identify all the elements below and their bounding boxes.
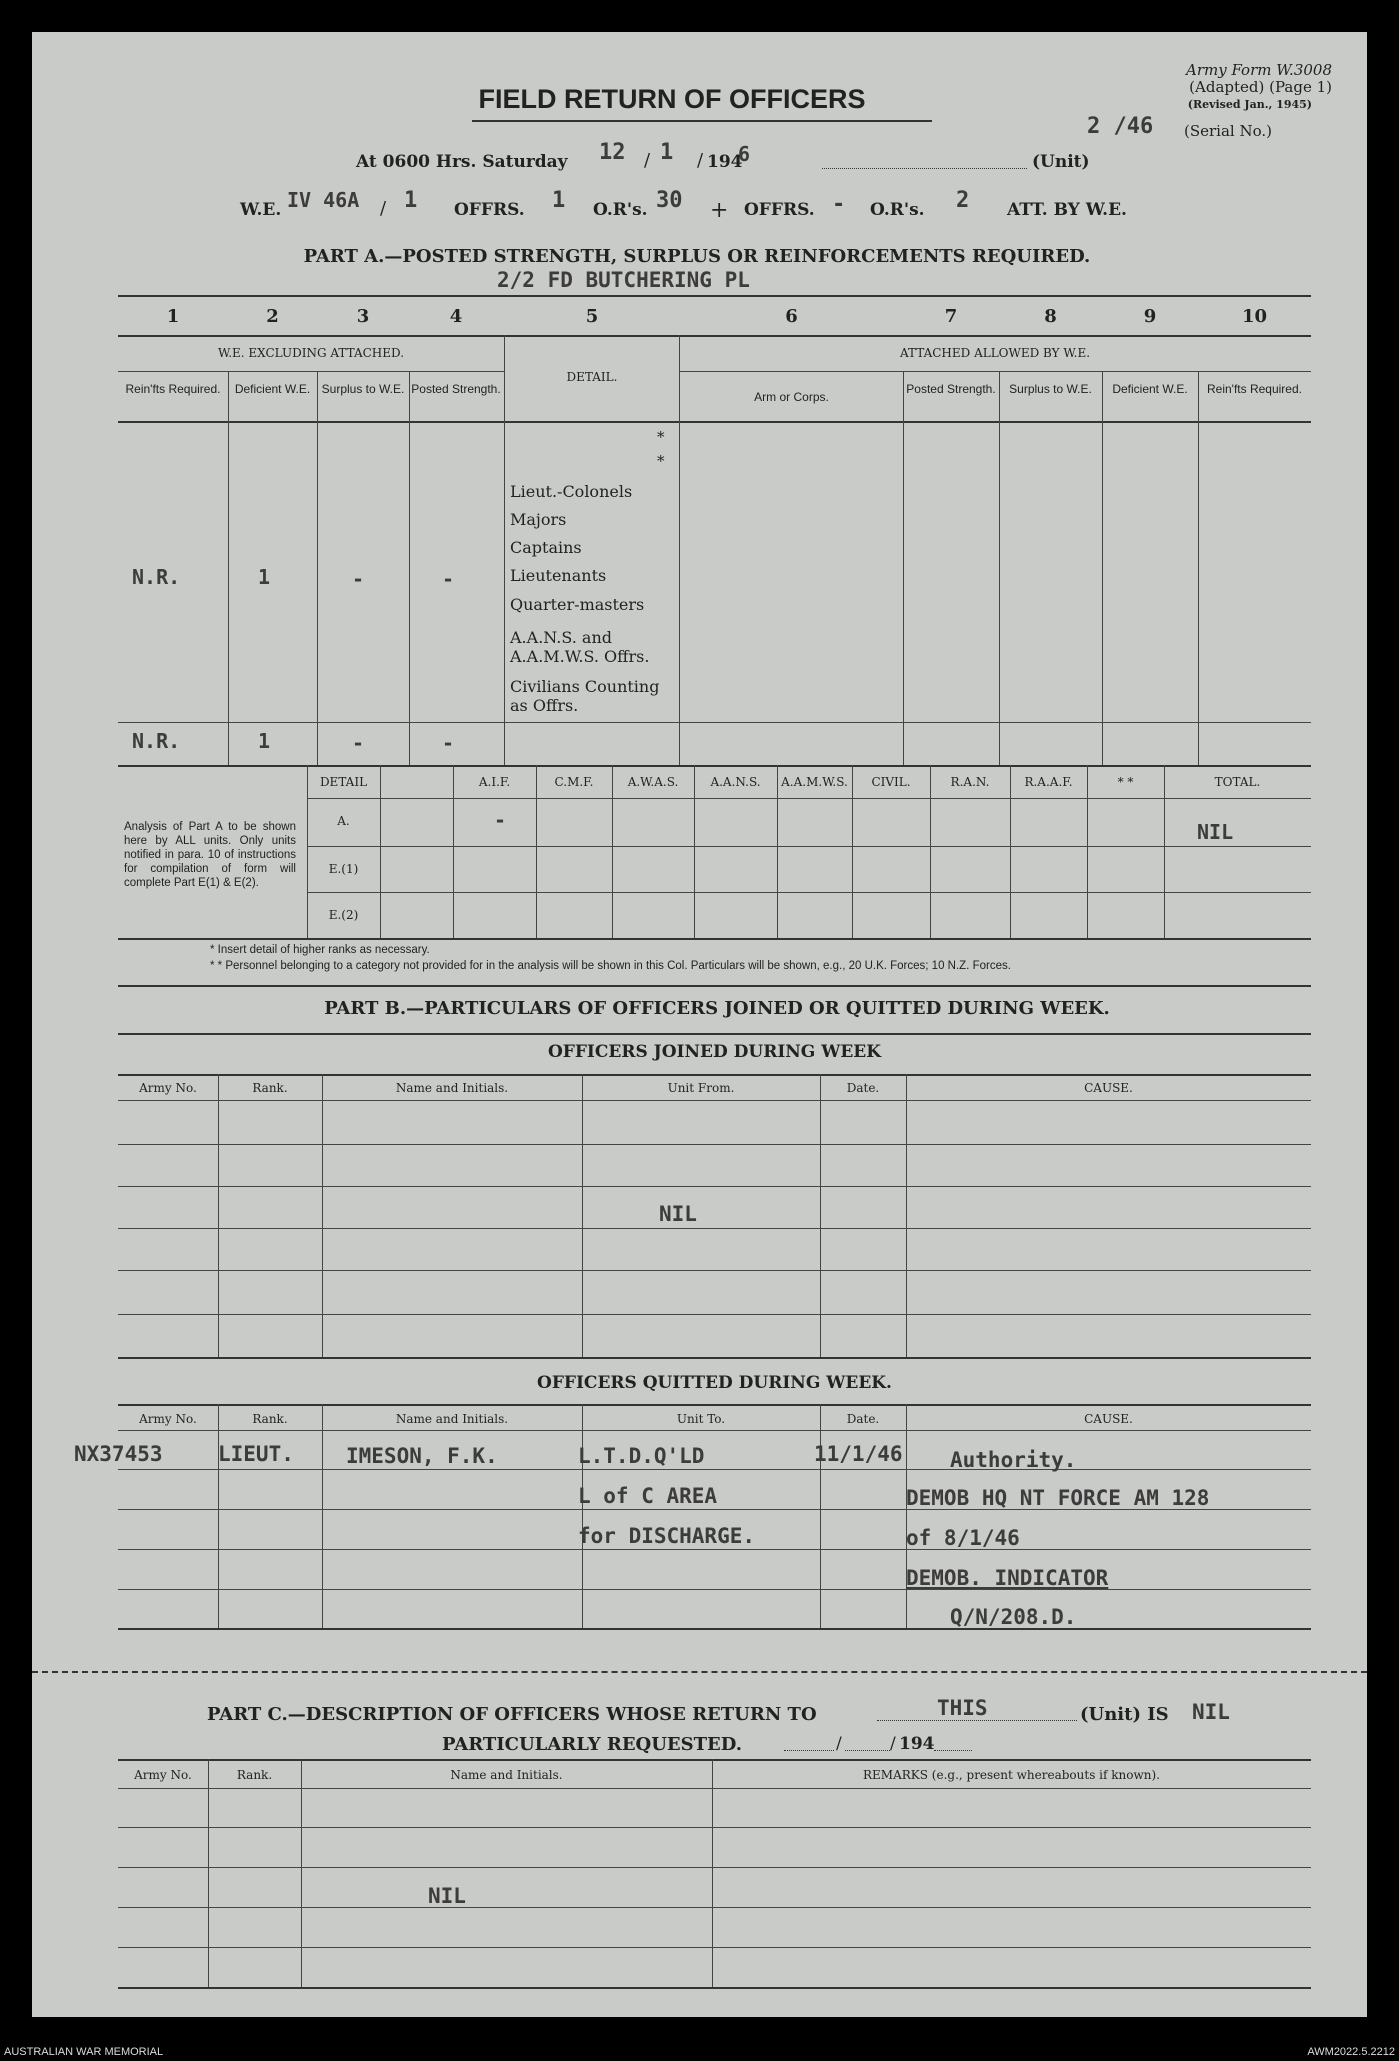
quitted-header: Name and Initials. bbox=[395, 1412, 509, 1426]
joined-nil: NIL bbox=[659, 1202, 697, 1226]
total-posted: - bbox=[442, 731, 455, 755]
footer-right: AWM2022.5.2212 bbox=[1307, 2046, 1395, 2058]
part-c-title-b: (Unit) IS bbox=[1080, 1704, 1169, 1725]
rule bbox=[118, 1867, 1311, 1868]
rule bbox=[118, 1827, 1311, 1828]
rule bbox=[118, 1987, 1311, 1989]
col-num: 9 bbox=[1143, 306, 1157, 327]
col-divider bbox=[903, 371, 904, 765]
ors-label: O.R's. bbox=[593, 200, 648, 220]
rank-item: Captains bbox=[510, 538, 582, 557]
title-underline bbox=[472, 120, 932, 122]
quitted-title: OFFICERS QUITTED DURING WEEK. bbox=[537, 1373, 892, 1393]
col-divider bbox=[504, 335, 505, 765]
col-divider bbox=[228, 371, 229, 765]
analysis-header: C.M.F. bbox=[554, 775, 594, 789]
analysis-header: DETAIL bbox=[319, 775, 368, 789]
col-divider bbox=[694, 765, 695, 938]
deficient-value: 1 bbox=[258, 565, 271, 589]
rank-item: Civilians Counting as Offrs. bbox=[510, 677, 660, 715]
col-divider bbox=[820, 1404, 821, 1628]
group-left-header: W.E. EXCLUDING ATTACHED. bbox=[217, 346, 405, 360]
part-c-is-value: NIL bbox=[1192, 1700, 1230, 1724]
col-num: 8 bbox=[1044, 306, 1057, 327]
rule bbox=[118, 938, 1311, 940]
col-num: 1 bbox=[166, 306, 180, 327]
rule bbox=[118, 295, 1311, 297]
col-num: 4 bbox=[449, 306, 463, 327]
rank-asterisk: * bbox=[657, 452, 665, 470]
rule bbox=[118, 1430, 1311, 1431]
rule bbox=[307, 846, 1311, 847]
rule bbox=[118, 1628, 1311, 1630]
part-c-header: Rank. bbox=[236, 1768, 273, 1782]
joined-header: Rank. bbox=[252, 1081, 288, 1095]
joined-header: CAUSE. bbox=[1084, 1081, 1133, 1095]
col-divider bbox=[852, 765, 853, 938]
col-num: 7 bbox=[944, 306, 958, 327]
rule bbox=[307, 798, 1311, 799]
quitted-cause: Authority. bbox=[950, 1448, 1077, 1472]
analysis-a-total: NIL bbox=[1197, 820, 1234, 844]
footnote-1: * Insert detail of higher ranks as necessary. bbox=[210, 944, 430, 956]
rule bbox=[679, 371, 1311, 372]
cut-line bbox=[32, 1671, 1367, 1673]
form-id-line2: (Adapted) (Page 1) bbox=[1189, 78, 1332, 96]
offrs-label: OFFRS. bbox=[454, 200, 525, 220]
col-divider bbox=[906, 1404, 907, 1628]
rule bbox=[118, 1589, 1311, 1590]
rule bbox=[118, 1404, 1311, 1406]
date-day: 12 bbox=[599, 140, 626, 165]
col-header: Deficient W.E. bbox=[1112, 382, 1188, 396]
analysis-header: CIVIL. bbox=[871, 775, 911, 789]
total-deficient: 1 bbox=[258, 729, 271, 753]
col-divider bbox=[322, 1074, 323, 1357]
we-label: W.E. bbox=[240, 200, 282, 220]
col-divider bbox=[820, 1074, 821, 1357]
quitted-name: IMESON, F.K. bbox=[346, 1444, 498, 1468]
rank-asterisk: * bbox=[657, 428, 665, 446]
quitted-header: CAUSE. bbox=[1084, 1412, 1133, 1426]
quitted-unit-to: for DISCHARGE. bbox=[578, 1524, 756, 1548]
date-slash2: / bbox=[697, 150, 704, 171]
part-c-date-year-blank[interactable] bbox=[934, 1750, 972, 1751]
rule bbox=[118, 1228, 1311, 1229]
detail-header: DETAIL. bbox=[566, 370, 618, 384]
col-divider bbox=[612, 765, 613, 938]
col-divider bbox=[930, 765, 931, 938]
at-line-label: At 0600 Hrs. Saturday bbox=[356, 152, 568, 172]
rule bbox=[118, 985, 1311, 987]
rule bbox=[118, 1074, 1311, 1076]
quitted-cause: DEMOB HQ NT FORCE AM 128 bbox=[906, 1486, 1210, 1510]
quitted-rank: LIEUT. bbox=[218, 1442, 294, 1466]
quitted-unit-to: L of C AREA bbox=[578, 1484, 718, 1508]
joined-header: Unit From. bbox=[667, 1081, 735, 1095]
analysis-header: R.A.N. bbox=[950, 775, 990, 789]
return-to-value: THIS bbox=[937, 1696, 988, 1720]
col-num: 10 bbox=[1241, 306, 1268, 327]
col-divider bbox=[453, 765, 454, 938]
rule bbox=[118, 765, 1311, 767]
offrs2-label: OFFRS. bbox=[744, 200, 815, 220]
col-divider bbox=[317, 371, 318, 765]
part-c-header: REMARKS (e.g., present whereabouts if known). bbox=[863, 1768, 1160, 1782]
col-header: Rein'fts Required. bbox=[125, 382, 221, 396]
group-right-header: ATTACHED ALLOWED BY W.E. bbox=[899, 346, 1091, 360]
offrs-value: 1 bbox=[552, 188, 566, 213]
form-sheet bbox=[32, 32, 1367, 2017]
rule bbox=[118, 1033, 1311, 1035]
col-header: Surplus to W.E. bbox=[1009, 382, 1092, 396]
date-year: 194 bbox=[707, 152, 743, 172]
quitted-cause: DEMOB. INDICATOR bbox=[906, 1566, 1109, 1590]
ors2-label: O.R's. bbox=[870, 200, 925, 220]
rank-item: A.A.N.S. and A.A.M.W.S. Offrs. bbox=[510, 628, 650, 666]
part-c-date-day[interactable] bbox=[784, 1750, 834, 1751]
form-id-line3: (Revised Jan., 1945) bbox=[1187, 98, 1312, 111]
analysis-note: Analysis of Part A to be shown here by ALL units. Only units notified in para. 10 of instructions for compilation of form will complete Part E(1) & E(2). bbox=[124, 821, 296, 889]
col-divider bbox=[1087, 765, 1088, 938]
col-divider bbox=[1164, 765, 1165, 938]
date-year-digit: 6 bbox=[738, 142, 751, 166]
rank-item: Majors bbox=[510, 510, 567, 529]
part-b-title: PART B.—PARTICULARS OF OFFICERS JOINED OR QUITTED DURING WEEK. bbox=[324, 998, 1110, 1019]
part-a-title: PART A.—POSTED STRENGTH, SURPLUS OR REINFORCEMENTS REQUIRED. bbox=[303, 246, 1091, 267]
joined-header: Name and Initials. bbox=[395, 1081, 509, 1095]
quitted-cause: of 8/1/46 bbox=[906, 1526, 1020, 1550]
col-divider bbox=[712, 1759, 713, 1987]
unit-blank[interactable] bbox=[822, 168, 1027, 169]
col-num: 5 bbox=[585, 306, 599, 327]
part-c-nil: NIL bbox=[428, 1884, 466, 1908]
col-header: Surplus to W.E. bbox=[321, 382, 405, 396]
rank-item: Lieutenants bbox=[510, 566, 607, 585]
col-divider bbox=[582, 1404, 583, 1628]
reinfts-value: N.R. bbox=[132, 565, 181, 589]
ors-value: 30 bbox=[656, 188, 683, 213]
joined-header: Date. bbox=[846, 1081, 880, 1095]
form-id bbox=[1062, 62, 1332, 113]
form-title: FIELD RETURN OF OFFICERS bbox=[478, 84, 866, 114]
rank-item: Quarter-masters bbox=[510, 595, 645, 614]
rule bbox=[118, 421, 1311, 423]
rule bbox=[118, 1186, 1311, 1187]
posted-value: - bbox=[442, 567, 455, 591]
rule bbox=[118, 1469, 1311, 1470]
rule bbox=[118, 335, 1311, 337]
analysis-row-label: E.(1) bbox=[328, 862, 359, 876]
rule bbox=[118, 1270, 1311, 1271]
quitted-header: Unit To. bbox=[676, 1412, 726, 1426]
footer-left: AUSTRALIAN WAR MEMORIAL bbox=[4, 2046, 164, 2058]
quitted-unit-to: L.T.D.Q'LD bbox=[578, 1444, 705, 1468]
part-c-header: Army No. bbox=[134, 1768, 192, 1782]
col-divider bbox=[218, 1404, 219, 1628]
we-slash: / bbox=[380, 198, 387, 219]
rule bbox=[118, 1144, 1311, 1145]
form-id-line1: Army Form W.3008 bbox=[1186, 61, 1332, 79]
col-divider bbox=[208, 1759, 209, 1987]
rule bbox=[118, 1549, 1311, 1550]
joined-title: OFFICERS JOINED DURING WEEK bbox=[547, 1042, 882, 1062]
part-c-date-year: 194 bbox=[899, 1734, 935, 1754]
rule bbox=[118, 1947, 1311, 1948]
total-reinfts: N.R. bbox=[132, 729, 181, 753]
we-value-a: IV 46A bbox=[287, 188, 360, 212]
date-month: 1 bbox=[660, 140, 674, 165]
rule bbox=[118, 1788, 1311, 1789]
offrs2-value: - bbox=[832, 192, 846, 217]
rule bbox=[118, 1759, 1311, 1761]
analysis-row-label: A. bbox=[337, 814, 350, 828]
col-divider bbox=[536, 765, 537, 938]
date-slash1: / bbox=[644, 150, 651, 171]
col-divider bbox=[322, 1404, 323, 1628]
quitted-header: Army No. bbox=[139, 1412, 197, 1426]
serial-label: (Serial No.) bbox=[1184, 122, 1272, 140]
analysis-header: TOTAL. bbox=[1214, 775, 1261, 789]
col-divider bbox=[582, 1074, 583, 1357]
part-c-title-c: PARTICULARLY REQUESTED. bbox=[442, 1734, 742, 1755]
analysis-header: A.A.N.S. bbox=[710, 775, 761, 789]
rule bbox=[118, 1100, 1311, 1101]
analysis-header: A.I.F. bbox=[478, 775, 511, 789]
col-divider bbox=[301, 1759, 302, 1987]
rank-item: Lieut.-Colonels bbox=[510, 482, 633, 501]
col-num: 3 bbox=[356, 306, 370, 327]
col-divider bbox=[999, 371, 1000, 765]
col-divider bbox=[380, 765, 381, 938]
joined-header: Army No. bbox=[139, 1081, 197, 1095]
col-num: 2 bbox=[266, 306, 279, 327]
rule bbox=[307, 892, 1311, 893]
col-header: Posted Strength. bbox=[906, 382, 996, 396]
part-c-date-slash: / bbox=[890, 1734, 896, 1754]
unit-name: 2/2 FD BUTCHERING PL bbox=[497, 268, 750, 292]
plus-sign: + bbox=[710, 198, 729, 223]
quitted-header: Date. bbox=[846, 1412, 880, 1426]
analysis-header: R.A.A.F. bbox=[1024, 775, 1073, 789]
quitted-header: Rank. bbox=[252, 1412, 288, 1426]
col-header: Deficient W.E. bbox=[234, 382, 311, 396]
part-c-date-month[interactable] bbox=[845, 1750, 890, 1751]
rule bbox=[118, 1314, 1311, 1315]
total-surplus: - bbox=[352, 731, 365, 755]
serial-value: 2 /46 bbox=[1087, 114, 1154, 139]
analysis-header: A.A.M.W.S. bbox=[781, 775, 848, 789]
col-header: Arm or Corps. bbox=[754, 390, 829, 404]
rule bbox=[118, 1357, 1311, 1359]
col-num: 6 bbox=[785, 306, 798, 327]
col-header: Rein'fts Required. bbox=[1206, 382, 1302, 396]
col-divider bbox=[1010, 765, 1011, 938]
quitted-cause: Q/N/208.D. bbox=[950, 1605, 1077, 1629]
col-divider bbox=[1198, 371, 1199, 765]
quitted-army-no: NX37453 bbox=[74, 1442, 163, 1466]
part-c-date-slash: / bbox=[836, 1734, 842, 1754]
ors2-value: 2 bbox=[956, 188, 970, 213]
analysis-header: * * bbox=[1117, 775, 1134, 789]
footnote-2: * * Personnel belonging to a category not provided for in the analysis will be shown in this Col. Particulars will be shown, e.g., 20 U.K. Forces; 10 N.Z. Forces. bbox=[210, 960, 1011, 972]
analysis-a-aif: - bbox=[494, 808, 507, 832]
part-c-title-a: PART C.—DESCRIPTION OF OFFICERS WHOSE RETURN TO bbox=[207, 1704, 817, 1725]
col-divider bbox=[1102, 371, 1103, 765]
att-label: ATT. BY W.E. bbox=[1007, 200, 1127, 220]
analysis-row-label: E.(2) bbox=[328, 908, 359, 922]
analysis-header: A.W.A.S. bbox=[627, 775, 679, 789]
col-divider bbox=[409, 371, 410, 765]
rule bbox=[118, 371, 504, 372]
col-header: Posted Strength. bbox=[411, 382, 501, 396]
return-to-blank[interactable] bbox=[877, 1720, 1077, 1721]
rule bbox=[118, 1907, 1311, 1908]
surplus-value: - bbox=[352, 567, 365, 591]
col-divider bbox=[218, 1074, 219, 1357]
we-value-b: 1 bbox=[404, 188, 418, 213]
col-divider bbox=[906, 1074, 907, 1357]
rule bbox=[118, 722, 1311, 723]
part-c-header: Name and Initials. bbox=[450, 1768, 563, 1782]
quitted-date: 11/1/46 bbox=[814, 1442, 903, 1466]
unit-label: (Unit) bbox=[1032, 152, 1090, 172]
col-divider bbox=[777, 765, 778, 938]
